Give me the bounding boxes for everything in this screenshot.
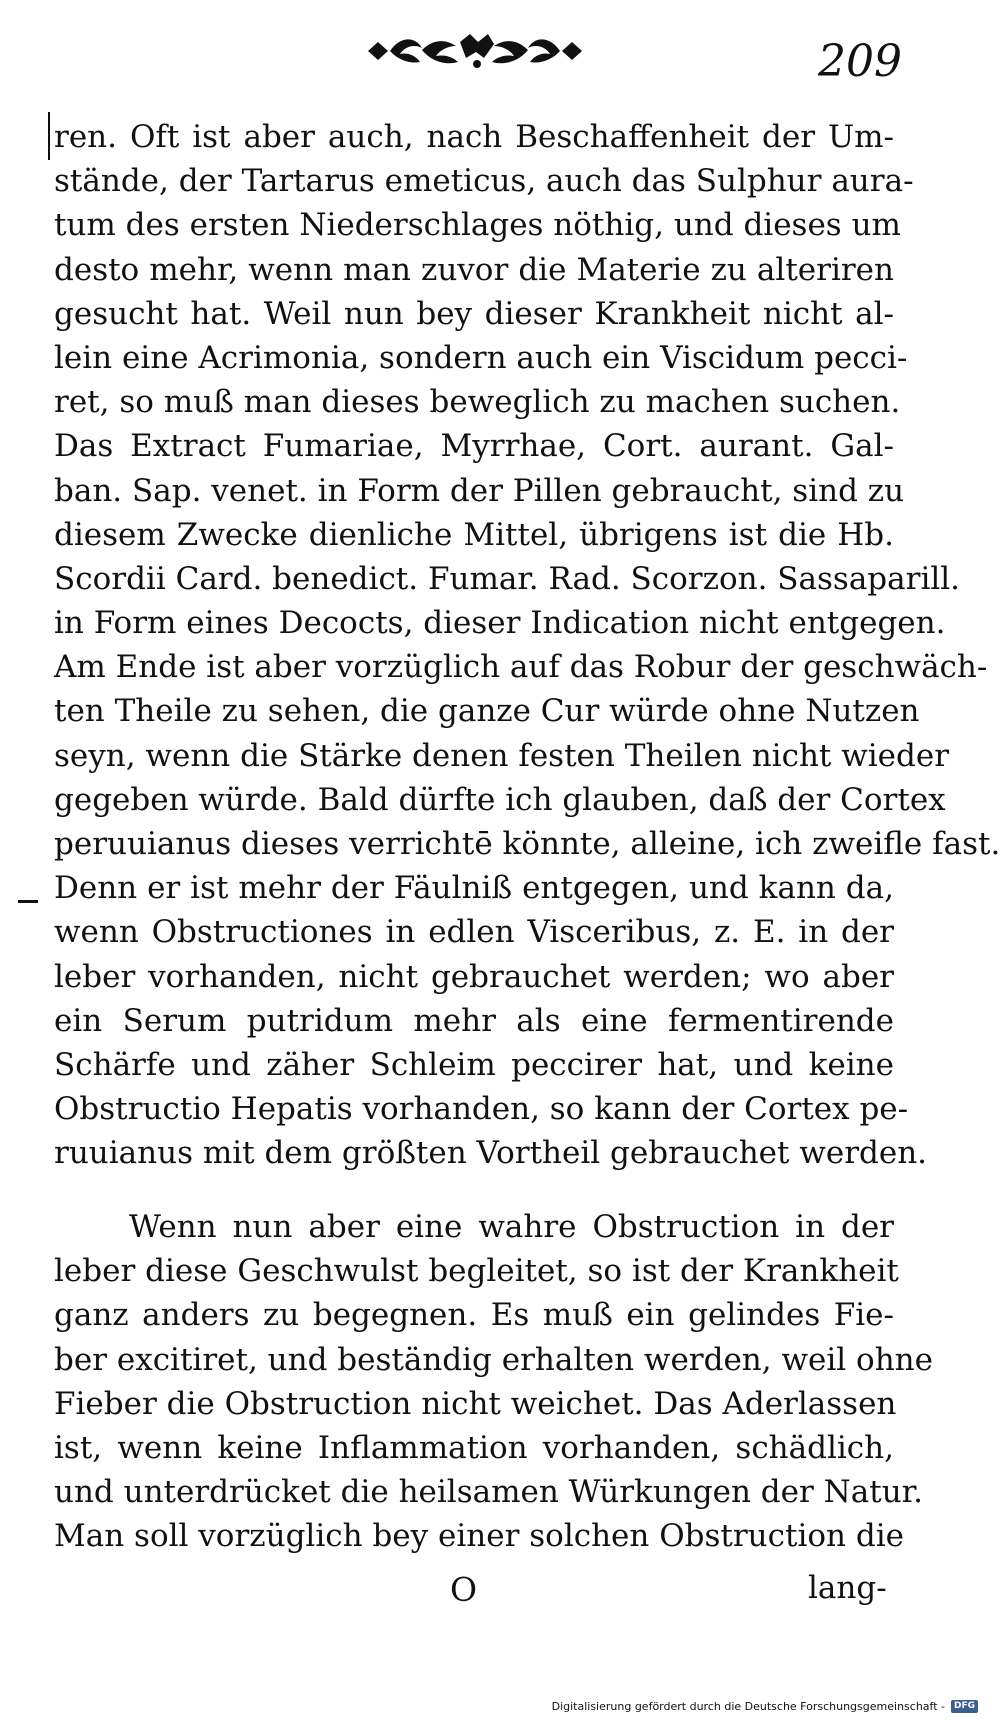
text-line: Obstructio Hepatis vorhanden, so kann der Cortex pe- <box>54 1091 909 1128</box>
text-line: und unterdrücket die heilsamen Würkungen der Natur. <box>54 1474 923 1511</box>
footer-text: Digitalisierung gefördert durch die Deutsche Forschungsgemeinschaft - <box>551 1699 945 1713</box>
text-line: Wenn nun aber eine wahre Obstruction in der <box>129 1209 894 1245</box>
text-line: ruuianus mit dem größten Vortheil gebrauchet werden. <box>54 1135 928 1172</box>
text-line: Fieber die Obstruction nicht weichet. Das Aderlassen <box>54 1385 897 1422</box>
text-line: ber excitiret, und beständig erhalten werden, weil ohne <box>54 1341 933 1378</box>
text-line: gesucht hat. Weil nun bey dieser Krankheit nicht al- <box>54 295 894 332</box>
text-line: ret, so muß man dieses beweglich zu machen suchen. <box>54 384 901 421</box>
text-line: seyn, wenn die Stärke denen festen Theilen nicht wieder <box>54 737 950 774</box>
signature-mark: O <box>450 1570 478 1609</box>
text-line: tum des ersten Niederschlages nöthig, und dieses um <box>54 207 901 244</box>
text-line: peruuianus dieses verrichtē könnte, alleine, ich zweifle fast. <box>54 826 1000 862</box>
text-line: desto mehr, wenn man zuvor die Materie zu alteriren <box>54 251 894 288</box>
text-line: ren. Oft ist aber auch, nach Beschaffenheit der Um- <box>54 119 894 155</box>
text-line: ist, wenn keine Inflammation vorhanden, schädlich, <box>54 1429 894 1466</box>
margin-bar <box>48 112 50 160</box>
page-number: 209 <box>818 36 902 87</box>
text-line: lein eine Acrimonia, sondern auch ein Viscidum pecci- <box>54 339 908 376</box>
text-line: leber diese Geschwulst begleitet, so ist der Krankheit <box>54 1253 899 1290</box>
text-line: ein Serum putridum mehr als eine fermentirende <box>54 1002 894 1039</box>
text-line: ten Theile zu sehen, die ganze Cur würde ohne Nutzen <box>54 693 920 730</box>
text-line: diesem Zwecke dienliche Mittel, übrigens ist die Hb. <box>54 516 894 553</box>
text-line: in Form eines Decocts, dieser Indication nicht entgegen. <box>54 605 946 642</box>
paragraph-1 <box>54 115 1000 1176</box>
text-line: wenn Obstructiones in edlen Visceribus, z. E. in der <box>54 914 894 951</box>
text-line: Am Ende ist aber vorzüglich auf das Robur der geschwäch- <box>54 649 988 686</box>
text-line: Man soll vorzüglich bey einer solchen Obstruction die <box>54 1518 904 1555</box>
margin-dash <box>18 900 38 903</box>
text-line: ganz anders zu begegnen. Es muß ein gelindes Fie- <box>54 1297 894 1334</box>
fleuron-ornament-icon <box>360 28 590 74</box>
text-line: gegeben würde. Bald dürfte ich glauben, daß der Cortex <box>54 781 946 818</box>
catchword: lang- <box>808 1570 887 1606</box>
text-line: Schärfe und zäher Schleim peccirer hat, und keine <box>54 1046 894 1083</box>
text-line: stände, der Tartarus emeticus, auch das Sulphur aura- <box>54 163 914 200</box>
text-line: Denn er ist mehr der Fäulniß entgegen, und kann da, <box>54 870 894 907</box>
text-line: leber vorhanden, nicht gebrauchet werden; wo aber <box>54 958 894 995</box>
text-line: ban. Sap. venet. in Form der Pillen gebraucht, sind zu <box>54 472 905 509</box>
text-line: Scordii Card. benedict. Fumar. Rad. Scorzon. Sassaparill. <box>54 560 961 597</box>
dfg-badge: DFG <box>951 1700 978 1713</box>
digitization-footer <box>552 1696 978 1716</box>
text-line: Das Extract Fumariae, Myrrhae, Cort. aurant. Gal- <box>54 428 894 465</box>
paragraph-2 <box>54 1205 933 1559</box>
